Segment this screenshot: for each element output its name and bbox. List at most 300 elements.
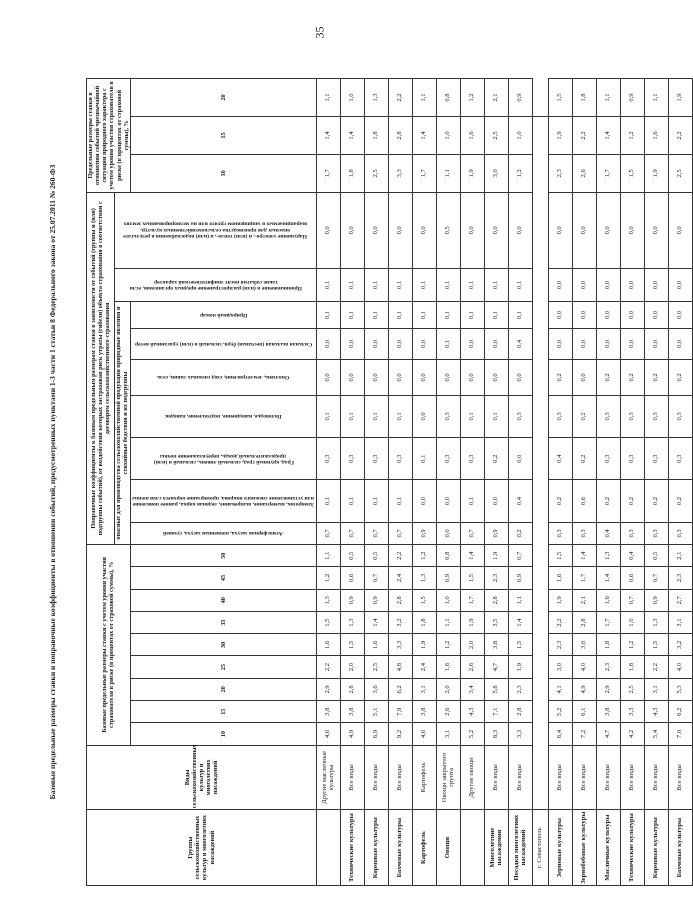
table-row — [316, 79, 340, 886]
cell-base-rate: 2,4 — [412, 656, 436, 678]
table-row — [388, 79, 412, 886]
cell-base-rate: 2,1 — [572, 589, 596, 611]
cell-coefficient: 0,2 — [596, 480, 620, 522]
cell-cutoff-rate: 1,0 — [508, 117, 532, 155]
cell-base-rate: 4,9 — [572, 678, 596, 700]
cell-kind: Все виды — [388, 745, 412, 810]
cell-base-rate: 4,7 — [596, 723, 620, 745]
cell-base-rate: 1,3 — [340, 611, 364, 633]
cell-kind: Все виды — [620, 745, 644, 810]
cell-cutoff-rate: 1,6 — [644, 117, 668, 155]
cell-cutoff-rate: 1,8 — [364, 117, 388, 155]
cell-coefficient: 0,1 — [484, 268, 508, 301]
cell-coefficient: 0,2 — [548, 480, 572, 522]
cell-coefficient: 0,0 — [644, 328, 668, 359]
cutoff-level-header: 15 — [130, 117, 316, 155]
cell-coefficient: 0,2 — [548, 360, 572, 396]
cell-group: Картофель — [412, 810, 436, 886]
cell-base-rate: 3,1 — [668, 611, 692, 633]
cell-base-rate: 0,7 — [644, 567, 668, 589]
cell-coefficient: 0,0 — [572, 302, 596, 329]
cell-coefficient: 0,9 — [484, 522, 508, 544]
cell-coefficient: 0,0 — [340, 360, 364, 396]
cell-base-rate: 1,9 — [484, 545, 508, 567]
table-row — [436, 79, 460, 886]
cell-cutoff-rate: 0,9 — [620, 79, 644, 117]
cell-coefficient: 0,3 — [620, 438, 644, 480]
cell-coefficient: 0,1 — [388, 302, 412, 329]
cell-coefficient: 0,3 — [668, 522, 692, 544]
cell-cutoff-rate: 1,3 — [364, 79, 388, 117]
cell-base-rate: 1,7 — [460, 589, 484, 611]
cell-base-rate: 2,6 — [460, 656, 484, 678]
cell-group: Масличные культуры — [596, 810, 620, 886]
cell-base-rate: 2,2 — [316, 656, 340, 678]
cell-base-rate: 1,7 — [572, 567, 596, 589]
cell-base-rate: 2,2 — [548, 611, 572, 633]
cell-coefficient: 0,3 — [548, 395, 572, 437]
cell-base-rate: 1,4 — [508, 611, 532, 633]
table-row — [340, 79, 364, 886]
cell-cutoff-rate: 1,9 — [548, 117, 572, 155]
cell-coefficient: 0,2 — [668, 360, 692, 396]
cell-coefficient: 0,0 — [508, 438, 532, 480]
cell-group: Технические культуры — [620, 810, 644, 886]
cell-coefficient: 0,7 — [388, 522, 412, 544]
cell-base-rate: 2,3 — [508, 678, 532, 700]
cell-base-rate: 0,7 — [620, 589, 644, 611]
region-label: г. Севастополь — [532, 810, 548, 886]
cell-base-rate: 2,8 — [388, 589, 412, 611]
header-coefficients: Поправочные коэффициенты к базовым предельным размерам ставки в зависимости от событий (группы и (или) подгруппы событий), от воздействия которых застрахован риск утраты (гибели) объекта страхования в соответствии с договором сельскохозяйственного страхования — [87, 192, 115, 544]
cell-coefficient: 0,3 — [644, 395, 668, 437]
header-group: Группы сельскохозяйственных культур и многолетних насаждений — [87, 810, 317, 886]
cell-base-rate: 1,4 — [460, 545, 484, 567]
cell-cutoff-rate: 1,2 — [508, 154, 532, 192]
cell-group: Зернобобовые культуры — [572, 810, 596, 886]
base-level-header: 50 — [130, 545, 316, 567]
table-row — [596, 79, 620, 886]
cell-coefficient: 0,1 — [388, 268, 412, 301]
cell-base-rate: 4,8 — [388, 656, 412, 678]
cell-base-rate: 0,7 — [508, 545, 532, 567]
cell-base-rate: 2,7 — [668, 589, 692, 611]
cell-coefficient: 0,1 — [412, 438, 436, 480]
cell-base-rate: 1,5 — [508, 634, 532, 656]
cell-coefficient: 0,0 — [436, 522, 460, 544]
cell-coefficient: 0,2 — [484, 438, 508, 480]
cell-cutoff-rate: 2,8 — [388, 117, 412, 155]
cell-cutoff-rate: 0,8 — [436, 79, 460, 117]
cell-base-rate: 1,2 — [436, 634, 460, 656]
cell-coefficient: 0,1 — [364, 395, 388, 437]
cell-base-rate: 4,3 — [460, 701, 484, 723]
cell-coefficient: 0,1 — [316, 480, 340, 522]
cell-coefficient: 0,0 — [484, 360, 508, 396]
cell-base-rate: 3,8 — [412, 701, 436, 723]
cell-coefficient: 0,0 — [668, 268, 692, 301]
cell-coefficient: 0,2 — [572, 438, 596, 480]
cell-coefficient: 0,0 — [316, 328, 340, 359]
cell-base-rate: 2,3 — [548, 634, 572, 656]
cell-base-rate: 1,0 — [436, 589, 460, 611]
cell-kind: Все виды — [548, 745, 572, 810]
cell-coefficient: 0,4 — [548, 438, 572, 480]
cell-base-rate: 1,6 — [316, 634, 340, 656]
cell-cutoff-rate: 2,1 — [484, 79, 508, 117]
cell-base-rate: 0,6 — [340, 567, 364, 589]
cell-base-rate: 7,0 — [668, 723, 692, 745]
cell-coefficient: 0,3 — [508, 395, 532, 437]
cell-coefficient: 0,1 — [340, 395, 364, 437]
cell-power-coefficient: 0,0 — [644, 192, 668, 268]
cell-coefficient: 0,1 — [412, 302, 436, 329]
cell-coefficient: 0,2 — [508, 522, 532, 544]
table-row — [620, 79, 644, 886]
base-level-header: 45 — [130, 567, 316, 589]
cell-base-rate: 5,2 — [548, 701, 572, 723]
cell-base-rate: 3,8 — [596, 701, 620, 723]
cell-cutoff-rate: 2,3 — [548, 154, 572, 192]
cell-base-rate: 7,1 — [484, 701, 508, 723]
cell-cutoff-rate: 2,5 — [484, 117, 508, 155]
cell-kind: Все виды — [364, 745, 388, 810]
cell-base-rate: 2,6 — [436, 701, 460, 723]
table-row — [572, 79, 596, 886]
cell-base-rate: 4,0 — [668, 656, 692, 678]
cell-coefficient: 0,3 — [436, 395, 460, 437]
cell-power-coefficient: 0,5 — [436, 192, 460, 268]
cell-base-rate: 2,3 — [484, 567, 508, 589]
document-title: Базовые предельные размеры ставки и поправочные коэффициенты в отношении событий, предусмотренных пунктами 1-3 части 1 статьи 8 Федерального закона от 25.07.2011 № 260-ФЗ — [48, 164, 57, 800]
cell-base-rate: 1,1 — [316, 545, 340, 567]
cell-base-rate: 2,2 — [388, 545, 412, 567]
cell-base-rate: 1,0 — [620, 611, 644, 633]
cell-power-coefficient: 0,0 — [572, 192, 596, 268]
base-level-header: 20 — [130, 678, 316, 700]
cell-base-rate: 1,2 — [412, 545, 436, 567]
cell-coefficient: 0,2 — [668, 480, 692, 522]
cell-base-rate: 2,5 — [620, 678, 644, 700]
cell-cutoff-rate: 1,4 — [340, 117, 364, 155]
cell-cutoff-rate: 1,1 — [316, 79, 340, 117]
cell-base-rate: 5,4 — [644, 723, 668, 745]
cell-base-rate: 0,5 — [644, 545, 668, 567]
cell-kind: Все виды — [572, 745, 596, 810]
cell-coefficient: 0,0 — [412, 395, 436, 437]
cell-base-rate: 4,7 — [484, 656, 508, 678]
cell-cutoff-rate: 1,9 — [668, 79, 692, 117]
cell-base-rate: 0,9 — [436, 567, 460, 589]
table-row — [508, 79, 532, 886]
cell-base-rate: 0,4 — [620, 545, 644, 567]
cell-coefficient: 0,0 — [436, 360, 460, 396]
cell-base-rate: 7,9 — [388, 701, 412, 723]
cell-base-rate: 3,0 — [572, 634, 596, 656]
cell-group: Многолетние насаждения — [484, 810, 508, 886]
cell-coefficient: 0,9 — [412, 522, 436, 544]
cell-coefficient: 0,0 — [316, 360, 340, 396]
cell-base-rate: 0,9 — [508, 567, 532, 589]
header-spread-col: Проникновение и (или) распространение вредных организмов, если такие события носят эпифитотический характер — [115, 268, 317, 301]
cell-coefficient: 0,1 — [364, 302, 388, 329]
cell-base-rate: 1,5 — [340, 634, 364, 656]
cell-coefficient: 0,2 — [596, 360, 620, 396]
cell-cutoff-rate: 1,1 — [644, 79, 668, 117]
cell-kind: Овощи закрытого грунта — [436, 745, 460, 810]
cell-coefficient: 0,3 — [572, 522, 596, 544]
cell-coefficient: 0,0 — [460, 328, 484, 359]
cell-cutoff-rate: 2,6 — [572, 154, 596, 192]
cell-cutoff-rate: 1,1 — [412, 79, 436, 117]
cell-base-rate: 7,2 — [572, 723, 596, 745]
header-kind: Виды сельскохозяйственных культур и многолетних насаждений — [87, 745, 317, 810]
cell-coefficient: 0,0 — [668, 302, 692, 329]
cell-coefficient: 0,0 — [412, 360, 436, 396]
cell-base-rate: 3,8 — [340, 701, 364, 723]
cell-cutoff-rate: 1,7 — [596, 154, 620, 192]
cell-power-coefficient: 0,0 — [596, 192, 620, 268]
cell-base-rate: 0,5 — [364, 545, 388, 567]
cell-coefficient: 0,1 — [508, 302, 532, 329]
cell-coefficient: 0,1 — [388, 480, 412, 522]
cutoff-level-header: 20 — [130, 79, 316, 117]
cell-base-rate: 1,1 — [508, 589, 532, 611]
cell-coefficient: 0,0 — [620, 302, 644, 329]
cell-base-rate: 1,9 — [460, 611, 484, 633]
table-row — [644, 79, 668, 886]
cell-coefficient: 0,0 — [508, 360, 532, 396]
cell-coefficient: 0,0 — [572, 328, 596, 359]
cell-coefficient: 0,0 — [412, 328, 436, 359]
cell-kind: Все виды — [668, 745, 692, 810]
cell-coefficient: 0,3 — [620, 522, 644, 544]
cell-coefficient: 0,1 — [460, 302, 484, 329]
cell-kind: Другие овощи — [460, 745, 484, 810]
table-row — [364, 79, 388, 886]
cell-coefficient: 0,3 — [548, 522, 572, 544]
cell-base-rate: 6,9 — [364, 723, 388, 745]
cell-kind: Все виды — [484, 745, 508, 810]
cell-base-rate: 5,2 — [460, 723, 484, 745]
cell-coefficient: 0,0 — [484, 328, 508, 359]
cell-base-rate: 0,6 — [620, 567, 644, 589]
cell-power-coefficient: 0,0 — [364, 192, 388, 268]
cutoff-level-header: 10 — [130, 154, 316, 192]
cell-base-rate: 1,8 — [620, 656, 644, 678]
cell-base-rate: 0,9 — [644, 589, 668, 611]
cell-cutoff-rate: 1,2 — [620, 117, 644, 155]
header-coef-sub: опасные для производства сельскохозяйственной продукции природные явления и стихийные бедствия и их подгруппы — [115, 302, 131, 545]
cell-coefficient: 0,0 — [596, 302, 620, 329]
cell-cutoff-rate: 1,8 — [572, 79, 596, 117]
cell-coefficient: 0,0 — [340, 328, 364, 359]
event-col-header: Оползень, землетрясение, сход снежных лавин, сель — [130, 360, 316, 396]
table-row — [668, 79, 692, 886]
cell-group: Зерновые культуры — [548, 810, 572, 886]
cell-base-rate: 0,9 — [364, 589, 388, 611]
cell-coefficient: 0,3 — [644, 522, 668, 544]
cell-base-rate: 1,5 — [644, 634, 668, 656]
cell-base-rate: 3,6 — [364, 678, 388, 700]
cell-base-rate: 1,8 — [596, 634, 620, 656]
cell-base-rate: 9,2 — [388, 723, 412, 745]
cell-power-coefficient: 0,0 — [620, 192, 644, 268]
cell-coefficient: 0,3 — [620, 395, 644, 437]
cell-cutoff-rate: 2,2 — [668, 117, 692, 155]
cell-base-rate: 6,1 — [572, 701, 596, 723]
cell-base-rate: 2,3 — [596, 656, 620, 678]
cell-base-rate: 3,1 — [644, 678, 668, 700]
cell-base-rate: 1,6 — [596, 589, 620, 611]
cell-coefficient: 0,0 — [548, 302, 572, 329]
cell-coefficient: 0,3 — [388, 438, 412, 480]
cell-base-rate: 2,5 — [364, 656, 388, 678]
page-number: 35 — [312, 26, 327, 39]
cell-cutoff-rate: 1,9 — [460, 154, 484, 192]
cell-base-rate: 3,3 — [620, 701, 644, 723]
base-level-header: 30 — [130, 634, 316, 656]
event-col-header: Природный пожар — [130, 302, 316, 329]
cell-power-coefficient: 0,0 — [460, 192, 484, 268]
cell-base-rate: 3,5 — [484, 611, 508, 633]
cell-coefficient: 0,1 — [460, 268, 484, 301]
cell-base-rate: 3,8 — [316, 701, 340, 723]
cell-coefficient: 0,7 — [316, 522, 340, 544]
cell-coefficient: 0,0 — [596, 328, 620, 359]
cell-base-rate: 1,3 — [596, 545, 620, 567]
rotated-page-frame — [48, 78, 684, 886]
cell-base-rate: 1,9 — [508, 656, 532, 678]
cell-base-rate: 3,2 — [388, 611, 412, 633]
cell-base-rate: 4,3 — [644, 701, 668, 723]
cell-power-coefficient: 0,0 — [484, 192, 508, 268]
cell-coefficient: 0,1 — [316, 302, 340, 329]
table-row — [484, 79, 508, 886]
region-spacer — [532, 117, 548, 810]
cell-coefficient: 0,2 — [644, 480, 668, 522]
rotated-content — [48, 78, 684, 886]
cell-coefficient: 0,6 — [572, 480, 596, 522]
cell-cutoff-rate: 2,5 — [668, 154, 692, 192]
cell-power-coefficient: 0,0 — [412, 192, 436, 268]
cell-coefficient: 0,1 — [388, 395, 412, 437]
cell-base-rate: 1,3 — [644, 611, 668, 633]
cell-kind: Все виды — [340, 745, 364, 810]
cell-base-rate: 0,9 — [340, 589, 364, 611]
cell-coefficient: 0,1 — [508, 268, 532, 301]
cell-coefficient: 0,3 — [596, 395, 620, 437]
cell-base-rate: 2,8 — [340, 678, 364, 700]
cell-base-rate: 3,4 — [460, 678, 484, 700]
cell-base-rate: 1,9 — [412, 634, 436, 656]
cell-base-rate: 3,1 — [412, 678, 436, 700]
cell-kind: Все виды — [596, 745, 620, 810]
event-col-header: Заморозок, вымерзание, выпревание, ледяная корка, раннее появление или установление снежного покрова, промерзание верхнего слоя почвы — [130, 480, 316, 522]
cell-coefficient: 0,0 — [460, 360, 484, 396]
cell-group: Кормовые культуры — [364, 810, 388, 886]
cell-coefficient: 0,2 — [620, 480, 644, 522]
cell-coefficient: 0,0 — [644, 302, 668, 329]
cell-base-rate: 1,5 — [548, 545, 572, 567]
cell-coefficient: 0,0 — [596, 268, 620, 301]
cell-coefficient: 0,0 — [620, 328, 644, 359]
cell-coefficient: 0,1 — [460, 395, 484, 437]
cell-group: Посадки многолетних насаждений — [508, 810, 532, 886]
cell-coefficient: 0,4 — [508, 328, 532, 359]
cell-cutoff-rate: 1,4 — [412, 117, 436, 155]
cell-cutoff-rate: 2,5 — [364, 154, 388, 192]
header-cutoff: Предельные размеры ставки в отношении событий чрезвычайной ситуации природного характера с учетом уровня участия страхователя в риске (в процентах от страховой суммы), % — [87, 79, 131, 193]
base-level-header: 25 — [130, 656, 316, 678]
cell-coefficient: 0,3 — [316, 438, 340, 480]
cell-base-rate: 0,5 — [340, 545, 364, 567]
base-level-header: 35 — [130, 611, 316, 633]
cell-coefficient: 0,0 — [388, 328, 412, 359]
cell-coefficient: 0,3 — [596, 438, 620, 480]
cell-coefficient: 0,4 — [596, 522, 620, 544]
cell-cutoff-rate: 2,2 — [388, 79, 412, 117]
cell-kind: Все виды — [644, 745, 668, 810]
cell-cutoff-rate: 3,0 — [484, 154, 508, 192]
cell-cutoff-rate: 1,0 — [340, 79, 364, 117]
cell-base-rate: 1,6 — [436, 656, 460, 678]
cell-coefficient: 0,1 — [340, 302, 364, 329]
cell-coefficient: 0,3 — [436, 438, 460, 480]
cell-coefficient: 0,1 — [340, 268, 364, 301]
cell-base-rate: 6,4 — [548, 723, 572, 745]
cell-base-rate: 1,3 — [316, 589, 340, 611]
cell-cutoff-rate: 1,1 — [596, 79, 620, 117]
cell-base-rate: 1,5 — [412, 589, 436, 611]
cell-coefficient: 0,7 — [364, 522, 388, 544]
cell-base-rate: 1,2 — [316, 567, 340, 589]
cell-coefficient: 0,0 — [644, 268, 668, 301]
cell-base-rate: 2,8 — [484, 589, 508, 611]
cell-base-rate: 0,8 — [436, 545, 460, 567]
cell-base-rate: 1,5 — [460, 567, 484, 589]
cell-coefficient: 0,2 — [572, 395, 596, 437]
cell-coefficient: 0,3 — [644, 438, 668, 480]
cell-coefficient: 0,7 — [460, 522, 484, 544]
cell-base-rate: 5,8 — [484, 678, 508, 700]
cell-cutoff-rate: 3,3 — [388, 154, 412, 192]
cell-base-rate: 3,0 — [548, 656, 572, 678]
event-col-header: Сильная пыльная (песчаная) буря, сильный и (или) ураганный ветер — [130, 328, 316, 359]
cell-coefficient: 0,1 — [316, 395, 340, 437]
cell-base-rate: 6,2 — [388, 678, 412, 700]
cell-base-rate: 1,7 — [596, 611, 620, 633]
cell-base-rate: 3,3 — [508, 723, 532, 745]
cell-coefficient: 0,3 — [460, 438, 484, 480]
cell-base-rate: 1,6 — [364, 634, 388, 656]
cell-group — [460, 810, 484, 886]
cell-base-rate: 4,2 — [620, 723, 644, 745]
cell-coefficient: 0,1 — [340, 480, 364, 522]
base-level-header: 10 — [130, 723, 316, 745]
cell-coefficient: 0,0 — [388, 360, 412, 396]
cell-base-rate: 3,2 — [668, 634, 692, 656]
event-col-header: Град, крупный град, сильный ливень, сильный и (или) продолжительный дождь, переувлажнение почвы — [130, 438, 316, 480]
cell-base-rate: 1,5 — [316, 611, 340, 633]
cell-base-rate: 1,1 — [436, 611, 460, 633]
cell-coefficient: 0,1 — [364, 268, 388, 301]
cell-cutoff-rate: 1,5 — [620, 154, 644, 192]
cell-base-rate: 3,3 — [388, 634, 412, 656]
cell-base-rate: 1,6 — [548, 567, 572, 589]
cell-base-rate: 4,1 — [548, 678, 572, 700]
cell-coefficient: 0,2 — [620, 360, 644, 396]
